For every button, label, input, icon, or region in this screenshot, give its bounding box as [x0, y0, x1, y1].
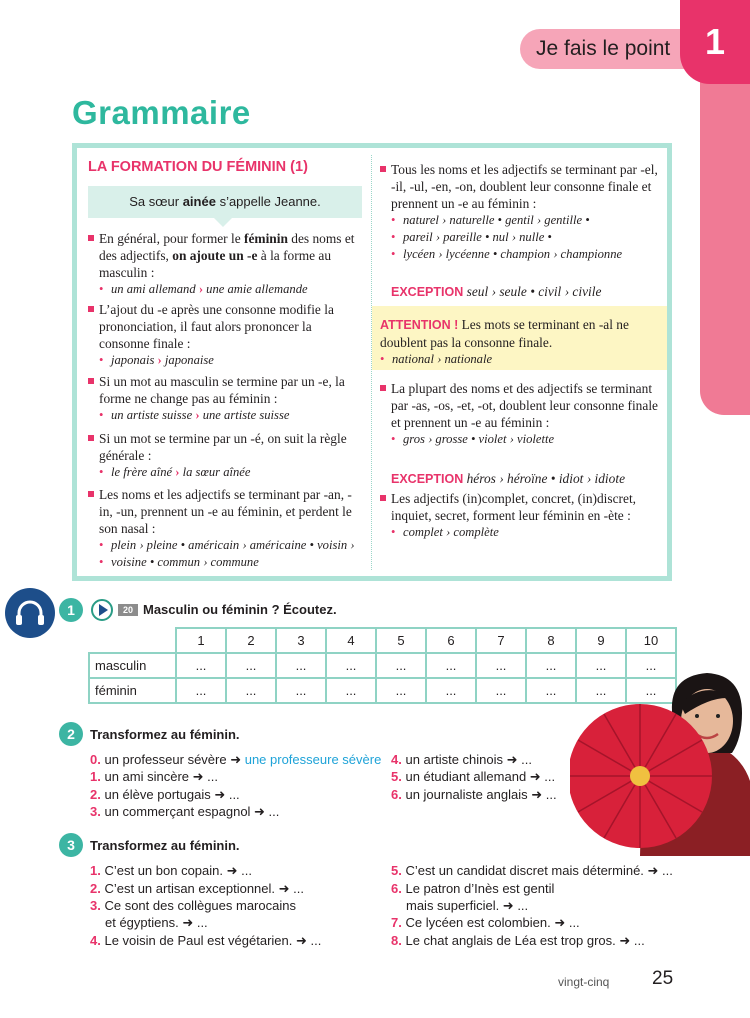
list-item: 5. C’est un candidat discret mais déterminé. ➜ ... — [391, 863, 673, 878]
exception-1: EXCEPTION seul › seule • civil › civile — [391, 284, 602, 299]
answer-cell[interactable]: ... — [526, 653, 576, 678]
answer-cell[interactable]: ... — [426, 653, 476, 678]
rule-accent-e: Si un mot se termine par un -é, on suit la règle générale : • le frère aîné › la sœur aînée — [99, 430, 364, 481]
exercise-2-title: Transformez au féminin. — [90, 727, 240, 742]
answer-cell[interactable]: ... — [526, 678, 576, 703]
column-header: 4 — [326, 628, 376, 653]
answer-cell[interactable]: ... — [176, 678, 226, 703]
exercise-3-title: Transformez au féminin. — [90, 838, 240, 853]
column-header: 5 — [376, 628, 426, 653]
list-item: 4. un artiste chinois ➜ ... — [391, 752, 532, 767]
example-bubble: Sa sœur ainée s’appelle Jeanne. — [88, 186, 362, 218]
exercise-1-number: 1 — [59, 598, 83, 622]
column-header: 2 — [226, 628, 276, 653]
list-item: 2. un élève portugais ➜ ... — [90, 787, 240, 802]
answer-cell[interactable]: ... — [576, 678, 626, 703]
list-item: 1. un ami sincère ➜ ... — [90, 769, 218, 784]
list-item: 3. Ce sont des collègues marocains — [90, 898, 296, 913]
page-number: 25 — [652, 968, 674, 989]
column-header: 3 — [276, 628, 326, 653]
answer-cell[interactable]: ... — [376, 653, 426, 678]
answer-cell[interactable]: ... — [626, 678, 676, 703]
list-item: 5. un étudiant allemand ➜ ... — [391, 769, 556, 784]
answer-cell[interactable]: ... — [226, 678, 276, 703]
list-item: 0. un professeur sévère ➜ une professeure sévère — [90, 752, 382, 767]
answer-cell[interactable]: ... — [226, 653, 276, 678]
woman-with-fan-photo — [570, 656, 750, 856]
play-icon[interactable] — [99, 604, 108, 616]
answer-cell[interactable]: ... — [626, 653, 676, 678]
rule-final-e: Si un mot au masculin se termine par un -e, la forme ne change pas au féminin : • un artiste suisse › une artiste suisse — [99, 373, 364, 424]
rule-as-os-et-ot: La plupart des noms et des adjectifs se terminant par -as, -os, -et, -ot, doublent leur consonne finale et prennent un -e au féminin : • gros › grosse • violet › violette — [391, 380, 661, 448]
answer-cell[interactable]: ... — [326, 678, 376, 703]
row-label: masculin — [89, 653, 176, 678]
row-label: féminin — [89, 678, 176, 703]
chapter-number: 1 — [680, 0, 750, 84]
headphones-icon[interactable] — [5, 588, 55, 638]
list-item: mais superficiel. ➜ ... — [406, 898, 529, 913]
rule-pronunciation: L’ajout du -e après une consonne modifie la prononciation, il faut alors prononcer la consonne finale : • japonais › japonaise — [99, 301, 364, 369]
rule-general: En général, pour former le féminin des noms et des adjectifs, on ajoute un -e à la forme au masculin : • un ami allemand › une amie allemande — [99, 230, 364, 298]
column-header: 6 — [426, 628, 476, 653]
column-header: 10 — [626, 628, 676, 653]
column-header: 9 — [576, 628, 626, 653]
list-item: 3. un commerçant espagnol ➜ ... — [90, 804, 280, 819]
rule-nasal: Les noms et les adjectifs se terminant par -an, -in, -un, prennent un -e au féminin, et perdent le son nasal : • plein › pleine • américain › américaine • voisin › • voisine • commun › commune — [99, 486, 364, 571]
list-item: 2. C’est un artisan exceptionnel. ➜ ... — [90, 881, 304, 896]
answer-cell[interactable]: ... — [276, 678, 326, 703]
list-item: 4. Le voisin de Paul est végétarien. ➜ ... — [90, 933, 322, 948]
chapter-tag: Je fais le point — [520, 29, 720, 69]
track-number-badge: 20 — [118, 604, 138, 616]
list-item: 6. Le patron d’Inès est gentil — [391, 881, 555, 896]
table-header-row — [89, 628, 676, 653]
list-item: 8. Le chat anglais de Léa est trop gros. ➜ ... — [391, 933, 645, 948]
exercise-3-number: 3 — [59, 833, 83, 857]
column-header: 8 — [526, 628, 576, 653]
column-header: 1 — [176, 628, 226, 653]
exception-2: EXCEPTION héros › héroïne • idiot › idiote — [391, 471, 626, 486]
answer-cell[interactable]: ... — [176, 653, 226, 678]
answer-cell[interactable]: ... — [326, 653, 376, 678]
section-title: Grammaire — [72, 94, 251, 131]
answer-cell[interactable]: ... — [376, 678, 426, 703]
list-item: 7. Ce lycéen est colombien. ➜ ... — [391, 915, 580, 930]
answer-cell[interactable]: ... — [276, 653, 326, 678]
bubble-tail — [214, 218, 232, 227]
rule-double-consonant: Tous les noms et les adjectifs se terminant par -el, -il, -ul, -en, -on, doublent leur consonne finale et prennent un -e au féminin : • naturel › naturelle • gentil › gentille • • pareil › pareille • nul › nulle • • lycéen › lycéenne • champion › championne — [391, 161, 661, 263]
page-number-words: vingt-cinq — [558, 975, 610, 989]
rule-ete: Les adjectifs (in)complet, concret, (in)discret, inquiet, secret, forment leur féminin en -ète : • complet › complète — [391, 490, 661, 541]
list-item: et égyptiens. ➜ ... — [105, 915, 208, 930]
answer-cell[interactable]: ... — [476, 678, 526, 703]
attention-note: ATTENTION ! Les mots se terminant en -al ne doublent pas la consonne finale. • national › nationale — [380, 316, 662, 368]
exercise-1-title: Masculin ou féminin ? Écoutez. — [143, 602, 337, 617]
answer-cell[interactable]: ... — [426, 678, 476, 703]
table-corner — [89, 628, 176, 653]
answer-cell[interactable]: ... — [476, 653, 526, 678]
exercise-2-number: 2 — [59, 722, 83, 746]
list-item: 6. un journaliste anglais ➜ ... — [391, 787, 557, 802]
list-item: 1. C’est un bon copain. ➜ ... — [90, 863, 252, 878]
grammar-heading: LA FORMATION DU FÉMININ (1) — [88, 159, 308, 175]
answer-cell[interactable]: ... — [576, 653, 626, 678]
column-header: 7 — [476, 628, 526, 653]
